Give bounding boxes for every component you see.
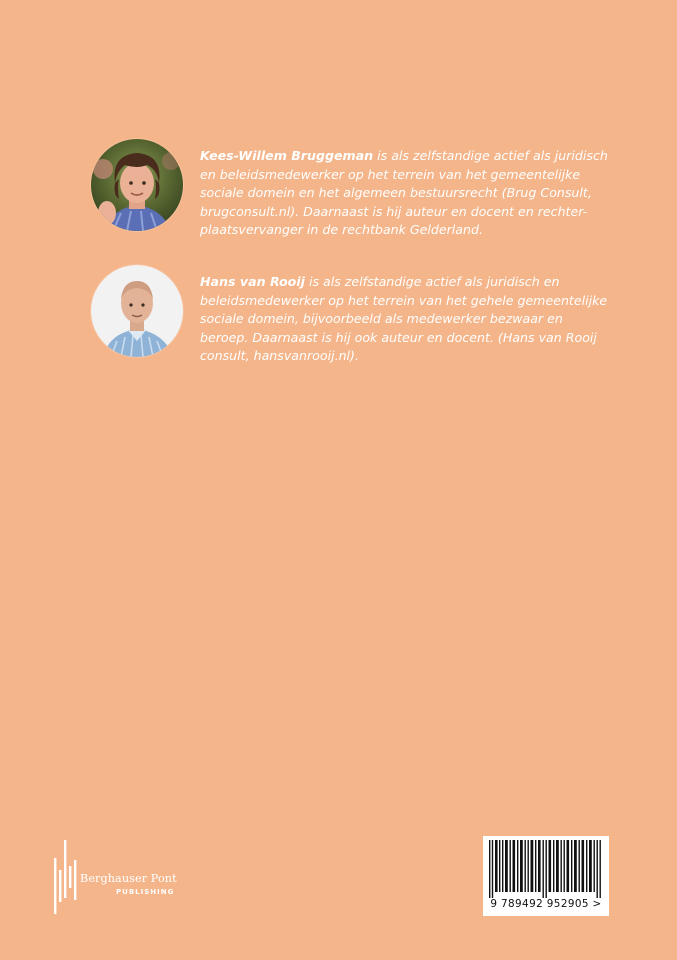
author-bio-bruggeman [91, 139, 611, 240]
author-bio-van-rooij [91, 265, 611, 366]
author-name-bruggeman: Kees-Willem Bruggeman [200, 148, 374, 163]
author-bio-text-van-rooij [200, 273, 611, 366]
barcode-bars-icon [489, 840, 603, 898]
author-bio-text-bruggeman [200, 147, 611, 240]
isbn-number: 9 789492 952905 > [490, 898, 602, 910]
author-photo-bruggeman [91, 139, 183, 231]
author-photo-van-rooij [91, 265, 183, 357]
publisher-name: Berghauser Pont [80, 872, 177, 885]
author-name-van-rooij: Hans van Rooij [200, 274, 305, 289]
publisher-logo [52, 838, 212, 918]
isbn-barcode [483, 836, 609, 916]
author-description-bruggeman: is als zelfstandige actief als juridisch en beleidsmedewerker op het terrein van het gemeentelijke sociale domein en het algemeen bestuursrecht (Brug Consult, brugconsult.nl). Daarnaast is hij auteur en docent en rechter-plaatsvervanger in de rechtbank Gelderland. [200, 148, 608, 238]
author-description-van-rooij: is als zelfstandige actief als juridisch en beleidsmedewerker op het terrein van het gehele gemeentelijke sociale domein, bijvoorbeeld als medewerker bezwaar en beroep. Daarnaast is hij ook auteur en docent. (Hans van Rooij consult, hansvanrooij.nl). [200, 274, 608, 364]
publisher-tagline: PUBLISHING [116, 888, 175, 896]
